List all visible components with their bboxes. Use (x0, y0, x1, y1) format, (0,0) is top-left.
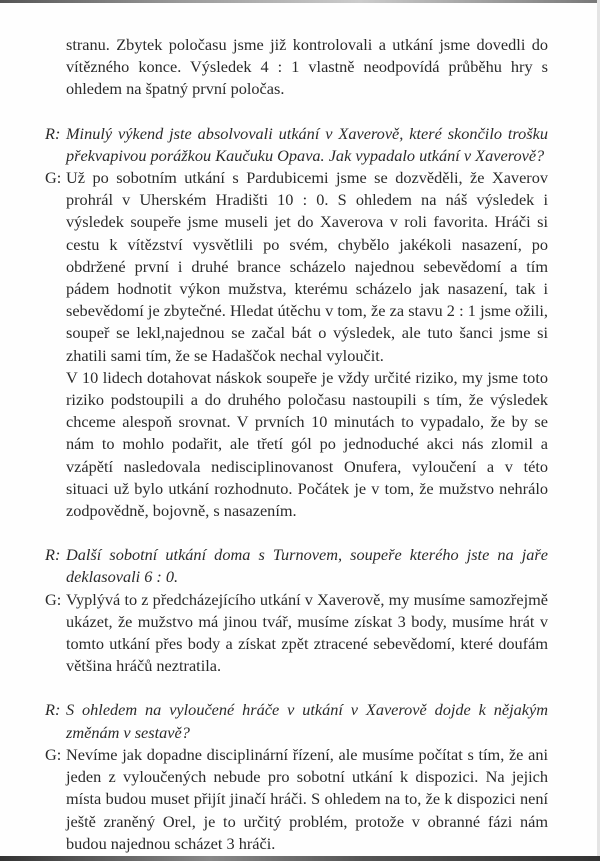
speaker-label: G: (45, 168, 62, 188)
question-text: S ohledem na vyloučené hráče v utkání v Xaverově dojde k nějakým změnám v sestavě? (66, 700, 548, 742)
answer-text: Vyplývá to z předcházejícího utkání v Xaverově, my musíme samozřejmě ukázet, že mužstvo má jinou tvář, musíme získat 3 body, musíme hrát v tomto utkání přes body a získat zpět ztracené sebevědomí, které doufám většina hráčů neztratila. (66, 589, 548, 676)
speaker-label: R: (45, 123, 61, 143)
question-text: Minulý výkend jste absolvovali utkání v Xaverově, které skončilo trošku překvapivou porážkou Kaučuku Opava. Jak vypadalo utkání v Xaverově? (66, 123, 548, 165)
document-page (0, 34, 600, 855)
speaker-label: R: (45, 700, 61, 720)
interview-answer (45, 589, 548, 678)
question-text: Další sobotní utkání doma s Turnovem, soupeře kterého jste na jaře deklasovali 6 : 0. (66, 545, 548, 587)
interview-answer (45, 167, 548, 367)
speaker-label: R: (45, 545, 61, 565)
interview-question (45, 544, 548, 588)
scan-edge-top (0, 0, 600, 3)
answer-text: Nevíme jak dopadne disciplinární řízení, ale musíme počítat s tím, že ani jeden z vyloučených nebude pro sobotní utkání k dispozici. Na jejich místa budou muset přijít jinačí hráči. S ohledem na to, že k dispozici není ještě zraněný Orel, je to určitý problém, protože v obranné fázi nám budou najednou scházet 3 hráči. (66, 744, 548, 853)
interview-answer (45, 744, 548, 855)
scan-edge-bottom (0, 856, 600, 861)
speaker-label: G: (45, 589, 62, 609)
paragraph-intro: stranu. Zbytek poločasu jsme již kontrolovali a utkání jsme dovedli do vítězného konce. Výsledek 4 : 1 vlastně neodpovídá průběhu hry s ohledem na špatný první poločas. (66, 35, 548, 99)
speaker-label: G: (45, 744, 62, 764)
interview-question (45, 123, 548, 167)
answer-text: Už po sobotním utkání s Pardubicemi jsme se dozvěděli, že Xaverov prohrál v Uherském Hradišti 10 : 0. S ohledem na náš výsledek i výsledek soupeře jsme museli jet do Xaverova v roli favorita. Hráči si cestu k vítězství vysvětlili po svém, chybělo jakékoli nasazení, po obdržené první i druhé brance scházelo najednou sebevědomí a tím pádem hodnotit výkon mužstva, kterému scházelo jak nasazení, tak i sebevědomí je zbytečné. Hledat útěchu v tom, že za stavu 2 : 1 jsme ožili, soupeř se lekl,najednou se začal bát o výsledek, ale tuto šanci jsme si zhatili sami tím, že se Hadaščok nechal vyloučit. (66, 168, 548, 365)
answer-continuation: V 10 lidech dotahovat náskok soupeře je vždy určité riziko, my jsme toto riziko podstoupili a do druhého poločasu nastoupili s tím, že výsledek chceme alespoň srovnat. V prvních 10 minutách to vypadalo, že by se nám to mohlo podařit, ale třetí gól po jednoduché akci nás zlomil a vzápětí nasledovala nedisciplinovanost Onufera, vyloučení a v této situaci už bylo utkání rozhodnuto. Počátek je v tom, že mužstvo nehrálo zodpovědně, bojovně, s nasazením. (66, 367, 548, 521)
interview-question (45, 699, 548, 743)
